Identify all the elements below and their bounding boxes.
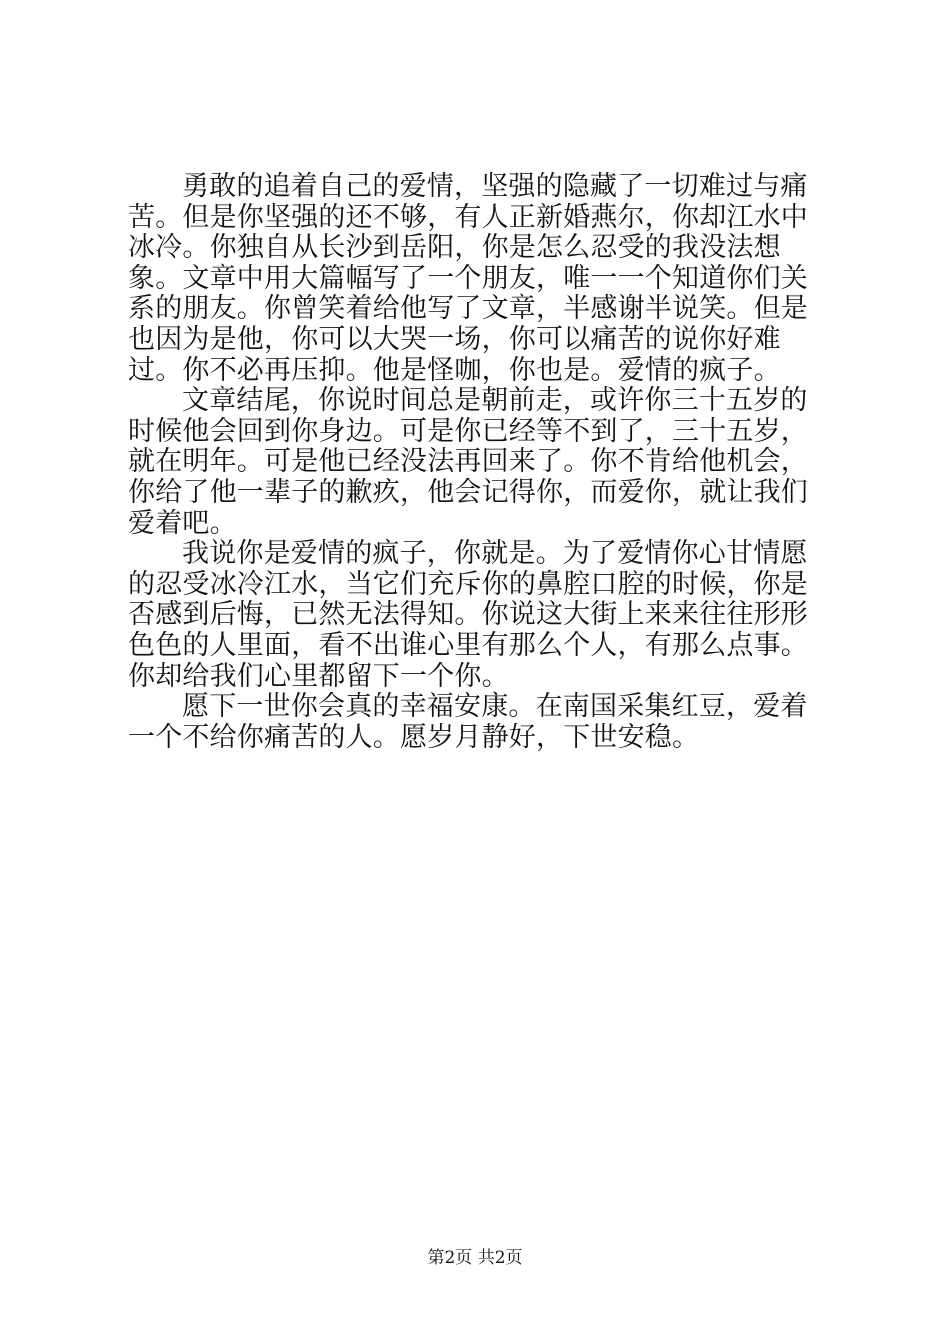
article-body xyxy=(128,172,834,753)
paragraph: 愿下一世你会真的幸福安康。在南国采集红豆，爱着一个不给你痛苦的人。愿岁月静好，下世安稳。 xyxy=(128,691,808,753)
page-number-footer: 第2页 共2页 xyxy=(427,1248,523,1268)
paragraph: 勇敢的追着自己的爱情，坚强的隐藏了一切难过与痛苦。但是你坚强的还不够，有人正新婚燕尔，你却江水中冰冷。你独自从长沙到岳阳，你是怎么忍受的我没法想象。文章中用大篇幅写了一个朋友，唯一一个知道你们关系的朋友。你曾笑着给他写了文章，半感谢半说笑。但是也因为是他，你可以大哭一场，你可以痛苦的说你好难过。你不必再压抑。他是怪咖，你也是。爱情的疯子。 xyxy=(128,171,808,386)
paragraph: 我说你是爱情的疯子，你就是。为了爱情你心甘情愿的忍受冰冷江水，当它们充斥你的鼻腔口腔的时候，你是否感到后悔，已然无法得知。你说这大街上来来往往形形色色的人里面，看不出谁心里有那么个人，有那么点事。你却给我们心里都留下一个你。 xyxy=(128,538,808,692)
paragraph: 文章结尾，你说时间总是朝前走，或许你三十五岁的时候他会回到你身边。可是你已经等不到了，三十五岁，就在明年。可是他已经没法再回来了。你不肯给他机会，你给了他一辈子的歉疚，他会记得你，而爱你，就让我们爱着吧。 xyxy=(128,385,808,539)
